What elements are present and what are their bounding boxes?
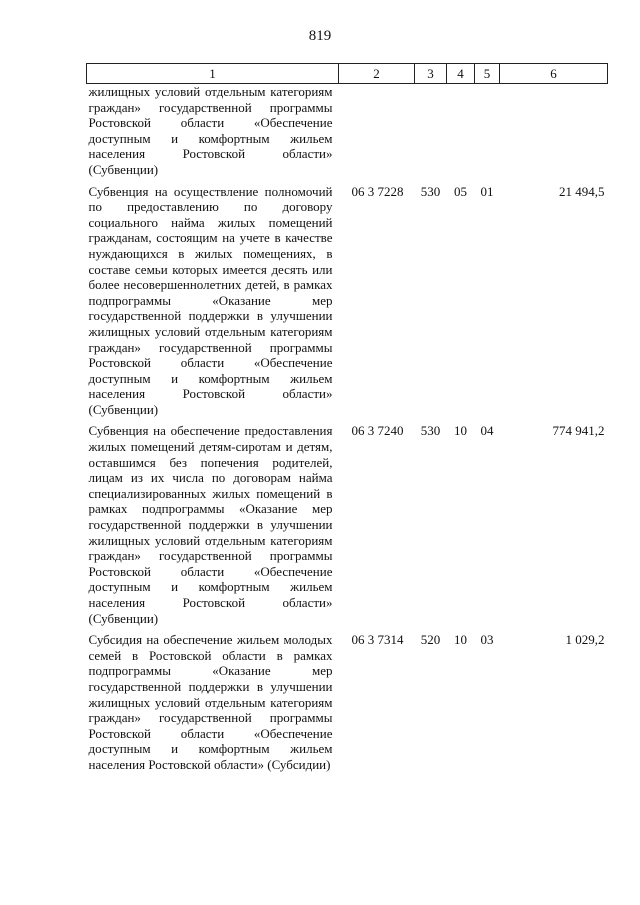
row-col3: 530 xyxy=(420,423,441,439)
column-header-6: 6 xyxy=(500,64,608,84)
row-col3: 530 xyxy=(420,183,441,199)
row-col4: 10 xyxy=(454,423,467,439)
table-row xyxy=(87,84,608,178)
row-amount xyxy=(500,84,608,178)
budget-table xyxy=(86,63,608,773)
column-header-1: 1 xyxy=(87,64,339,84)
row-amount: 1 029,2 xyxy=(565,632,605,648)
row-amount: 21 494,5 xyxy=(559,183,605,199)
row-code: 06 3 7240 xyxy=(351,423,404,439)
table-row xyxy=(87,626,608,772)
column-header-5: 5 xyxy=(475,64,500,84)
row-code xyxy=(339,84,415,178)
row-amount: 774 941,2 xyxy=(552,423,605,439)
column-header-2: 2 xyxy=(339,64,415,84)
row-description: Субвенция на обеспечение предоставления жилых помещений детям-сиротам и детям, оставшимся без попечения родителей, лицам из их числа по договорам найма специализированных жилых помещений в рамках подпрограммы «Оказание мер государственной поддержки в улучшении жилищных условий отдельным категориям граждан» государственной программы Ростовской области «Обеспечение доступным и комфортным жильем населения Ростовской области» (Субвенции) xyxy=(88,423,333,626)
row-col5: 03 xyxy=(480,632,494,648)
table-header-row xyxy=(87,64,608,84)
column-header-3: 3 xyxy=(415,64,447,84)
row-description: Субвенция на осуществление полномочий по предоставлению по договору социального найма жилых помещений гражданам, состоящим на учете в качестве нуждающихся в жилых помещениях, в составе семьи которых имеется десять или более несовершеннолетних детей, в рамках подпрограммы «Оказание мер государственной поддержки в улучшении жилищных условий отдельным категориям граждан» государственной программы Ростовской области «Обеспечение доступным и комфортным жильем населения Ростовской области» (Субвенции) xyxy=(88,183,333,417)
row-col5: 01 xyxy=(480,183,494,199)
table-row xyxy=(87,417,608,626)
page-number: 819 xyxy=(308,28,332,44)
row-col3 xyxy=(415,84,447,178)
row-description: жилищных условий отдельным категориям граждан» государственной программы Ростовской области «Обеспечение доступным и комфортным жильем населения Ростовской области» (Субвенции) xyxy=(88,84,333,177)
row-col3: 520 xyxy=(420,632,441,648)
row-col5: 04 xyxy=(480,423,494,439)
row-code: 06 3 7228 xyxy=(351,183,404,199)
row-code: 06 3 7314 xyxy=(351,632,404,648)
row-col4: 10 xyxy=(454,632,467,648)
table-row xyxy=(87,178,608,418)
row-col5 xyxy=(475,84,500,178)
column-header-4: 4 xyxy=(447,64,475,84)
row-col4: 05 xyxy=(454,183,467,199)
row-col4 xyxy=(447,84,475,178)
row-description: Субсидия на обеспечение жильем молодых семей в Ростовской области в рамках подпрограммы «Оказание мер государственной поддержки в улучшении жилищных условий отдельным категориям граждан» государственной программы Ростовской области «Обеспечение доступным и комфортным жильем населения Ростовской области» (Субсидии) xyxy=(88,632,333,772)
